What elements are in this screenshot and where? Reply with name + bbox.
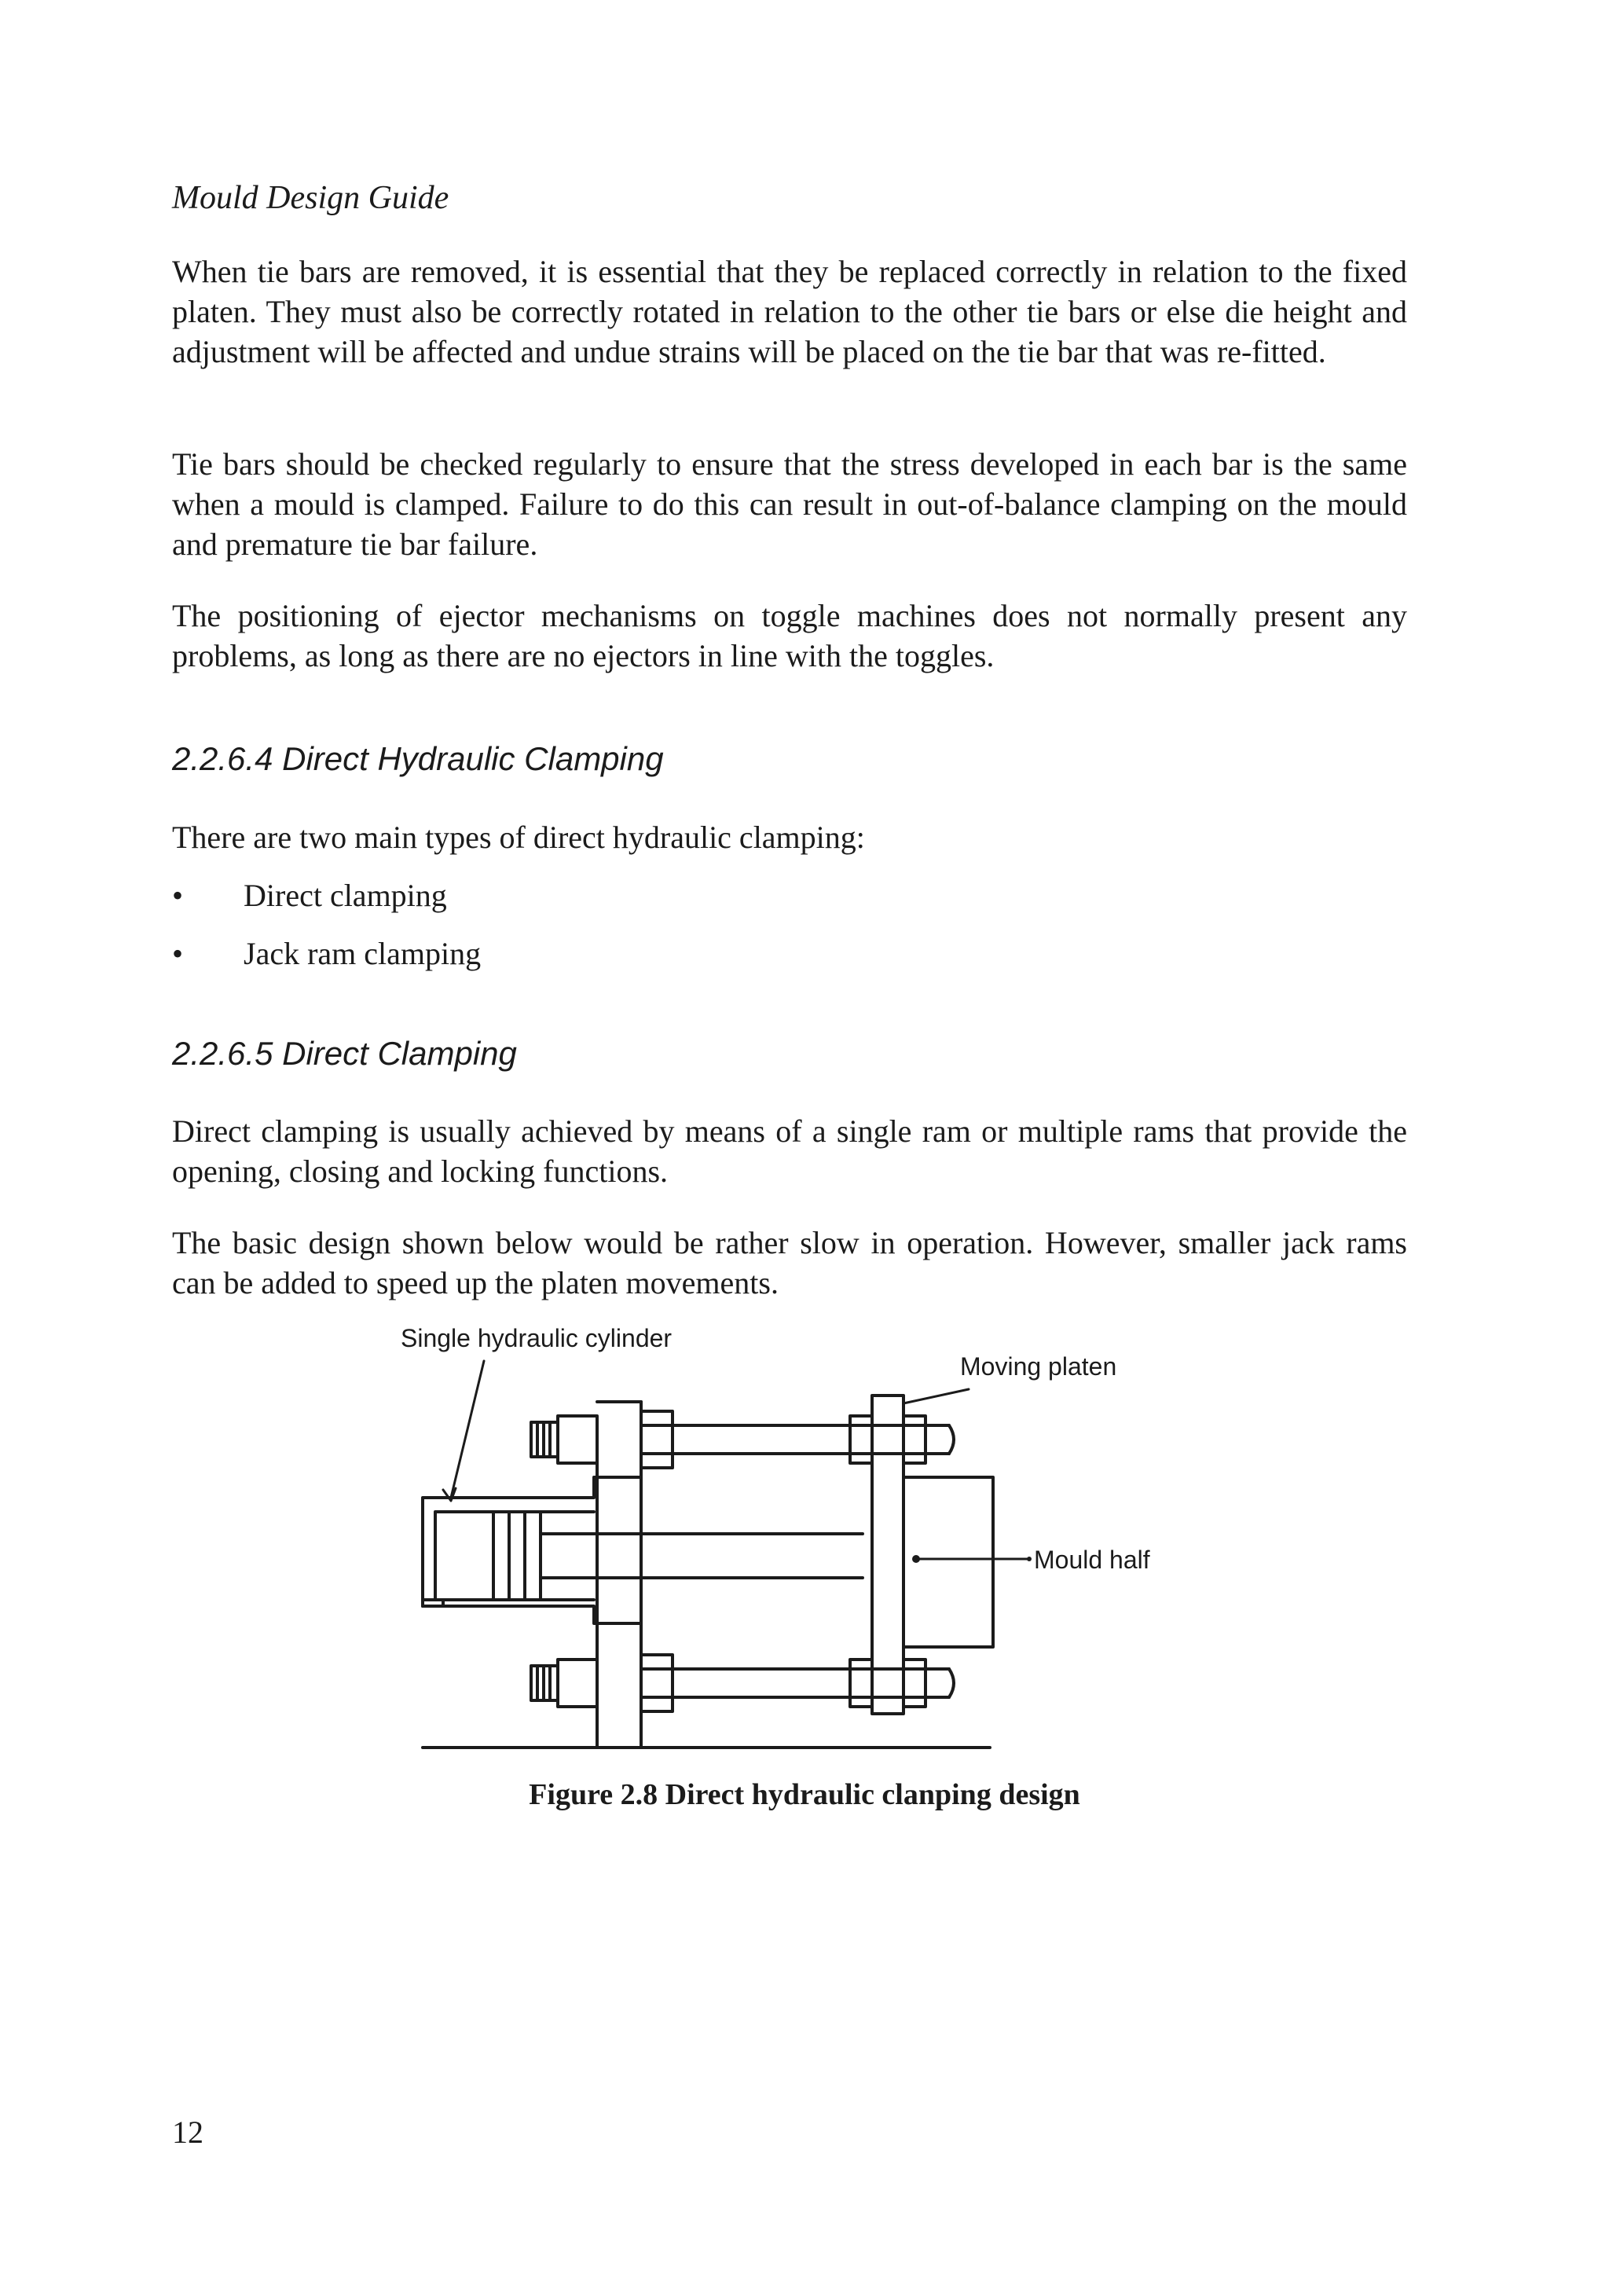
paragraph-two-types: There are two main types of direct hydraulic clamping: (172, 820, 865, 855)
platen-nut (850, 1416, 872, 1463)
list-item-text: Direct clamping (244, 878, 447, 913)
paragraph-tie-bar-replacement: When tie bars are removed, it is essential that they be replaced correctly in relation to the fixed platen. They must also be correctly rotated in relation to the other tie bars or else die height and adjustment will be affected and undue strains will be placed on the tie bar that was re-fitted. (172, 254, 1407, 369)
tie-nut (641, 1411, 673, 1468)
section-heading-direct-hydraulic-clamping: 2.2.6.4 Direct Hydraulic Clamping (172, 740, 664, 777)
leader-dot (912, 1555, 920, 1563)
moving-platen (872, 1396, 903, 1714)
leader-cylinder (451, 1361, 484, 1498)
page-number: 12 (172, 2114, 203, 2150)
cylinder-bore (423, 1606, 641, 1647)
piston (493, 1512, 541, 1600)
tie-nut (558, 1416, 597, 1463)
platen-nut (903, 1660, 925, 1707)
thread-marks (537, 1666, 550, 1700)
label-mould-half: Mould half (1034, 1546, 1150, 1574)
list-item-text: Jack ram clamping (244, 936, 482, 971)
label-moving-platen: Moving platen (960, 1352, 1117, 1381)
clamping-diagram (391, 1323, 1177, 1763)
tie-bar-bottom-end (949, 1669, 954, 1697)
paragraph-direct-clamping: Direct clamping is usually achieved by means of a single ram or multiple rams that provide the opening, closing and locking functions. (172, 1113, 1407, 1189)
fixed-platen-top (597, 1402, 641, 1445)
figure-direct-hydraulic-clamping (391, 1323, 1177, 1763)
tie-bar-top-end (949, 1425, 954, 1454)
leader-platen (903, 1389, 969, 1403)
leader-dot (1027, 1557, 1032, 1561)
paragraph-basic-design: The basic design shown below would be rather slow in operation. However, smaller jack rams can be added to speed up the platen movements. (172, 1225, 1407, 1300)
paragraph-ejector-positioning: The positioning of ejector mechanisms on toggle machines does not normally present any problems, as long as there are no ejectors in line with the toggles. (172, 598, 1407, 673)
tie-nut (558, 1660, 597, 1707)
ram (541, 1534, 863, 1578)
platen-nut (903, 1416, 925, 1463)
bullet-marker: • (172, 878, 184, 913)
platen-nut (850, 1660, 872, 1707)
bullet-marker: • (172, 936, 184, 971)
running-head: Mould Design Guide (172, 180, 449, 216)
tie-nut (641, 1655, 673, 1711)
paragraph-tie-bar-checks: Tie bars should be checked regularly to ensure that the stress developed in each bar is the same when a mould is clamped. Failure to do this can result in out-of-balance clamping on the mould and premature tie bar failure. (172, 446, 1407, 562)
cylinder-body (423, 1445, 641, 1606)
section-heading-direct-clamping: 2.2.6.5 Direct Clamping (172, 1035, 517, 1072)
label-single-hydraulic-cylinder: Single hydraulic cylinder (401, 1324, 673, 1352)
cylinder-inner-wall (435, 1512, 594, 1600)
figure-caption: Figure 2.8 Direct hydraulic clanping design (529, 1778, 1080, 1811)
thread-marks (537, 1422, 550, 1457)
